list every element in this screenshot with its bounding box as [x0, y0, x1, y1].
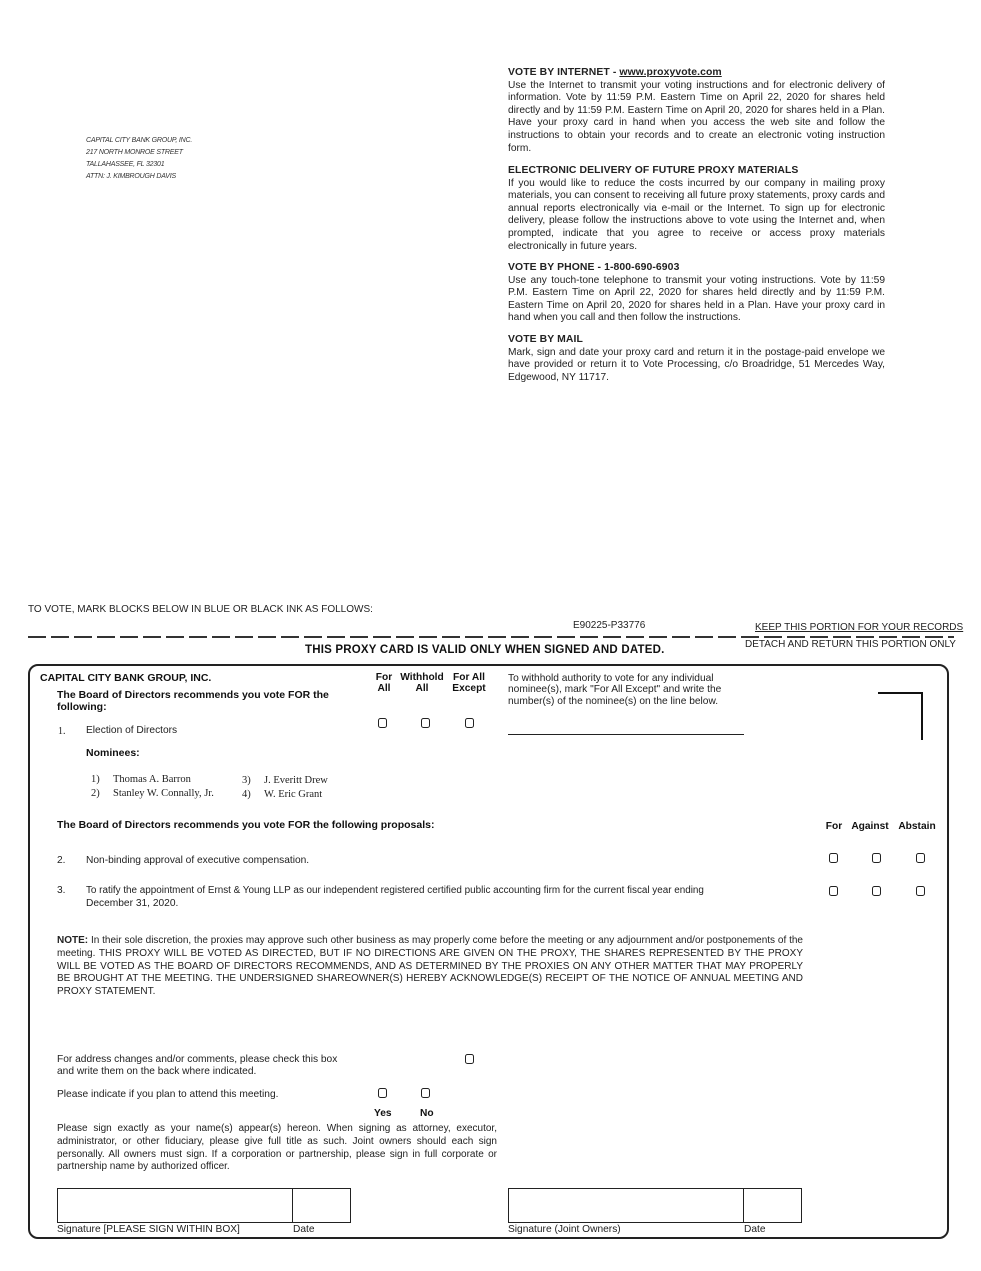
withhold-line: nominee(s), mark "For All Except" and write the: [508, 684, 722, 696]
item-2-for-checkbox[interactable]: [829, 853, 838, 863]
registration-mark: [878, 692, 923, 740]
date-label: Date: [293, 1224, 315, 1235]
item-3-for-checkbox[interactable]: [829, 886, 838, 896]
control-number: E90225-P33776: [573, 620, 646, 631]
vote-by-internet: [508, 67, 885, 155]
column-for-all: [372, 672, 396, 694]
column-label: For All: [453, 672, 485, 683]
address-change-line: For address changes and/or comments, please check this box: [57, 1054, 338, 1065]
keep-portion-text: KEEP THIS PORTION FOR YOUR RECORDS: [755, 622, 964, 633]
column-label: All: [377, 683, 391, 694]
nominee-3-number: 3): [242, 775, 251, 786]
vote-by-phone: [508, 262, 885, 325]
electronic-delivery-title: ELECTRONIC DELIVERY OF FUTURE PROXY MATERIALS: [508, 165, 799, 176]
detach-return-text: DETACH AND RETURN THIS PORTION ONLY: [745, 639, 956, 650]
vote-by-internet-title: [508, 67, 885, 80]
withhold-instructions: [508, 673, 721, 707]
column-for: For: [825, 821, 843, 832]
board-recommendation-line: The Board of Directors recommends you vote FOR the: [57, 689, 329, 701]
signature-box[interactable]: [57, 1188, 351, 1223]
withhold-all-checkbox[interactable]: [421, 718, 430, 728]
item-1-label: Election of Directors: [86, 725, 178, 736]
nominee-2-number: 2): [91, 788, 100, 799]
column-label: For: [375, 672, 393, 683]
signature-label: Signature [PLEASE SIGN WITHIN BOX]: [57, 1224, 240, 1235]
item-2-label: Non-binding approval of executive compensation.: [86, 855, 310, 866]
withhold-line: number(s) of the nominee(s) on the line below.: [508, 695, 719, 707]
nominees-heading: Nominees:: [86, 747, 140, 759]
vote-by-mail-body: Mark, sign and date your proxy card and return it in the postage-paid envelope we have provided or return it to Vote Processing, c/o Broadridge, 51 Mercedes Way, Edgewood, NY 11717.: [508, 346, 885, 383]
signature-date-divider: [292, 1188, 293, 1223]
item-2-against-checkbox[interactable]: [872, 853, 881, 863]
detach-line: [28, 636, 954, 638]
address-line: CAPITAL CITY BANK GROUP, INC.: [86, 137, 193, 144]
attend-meeting-text: Please indicate if you plan to attend this meeting.: [57, 1089, 279, 1100]
column-for-all-except: [449, 672, 489, 694]
item-3-number: 3.: [57, 885, 66, 896]
column-against: Against: [851, 821, 889, 832]
attend-yes-checkbox[interactable]: [378, 1088, 387, 1098]
company-name: CAPITAL CITY BANK GROUP, INC.: [40, 672, 212, 684]
address-line: ATTN: J. KIMBROUGH DAVIS: [86, 173, 176, 180]
yes-label: Yes: [374, 1108, 392, 1119]
joint-signature-label: Signature (Joint Owners): [508, 1224, 621, 1235]
nominee-1-number: 1): [91, 774, 100, 785]
item-3-line: To ratify the appointment of Ernst & Young LLP as our independent registered certified public accounting firm for the current fiscal year ending: [86, 885, 704, 896]
item-3-abstain-checkbox[interactable]: [916, 886, 925, 896]
mark-instructions: TO VOTE, MARK BLOCKS BELOW IN BLUE OR BLACK INK AS FOLLOWS:: [28, 604, 373, 615]
column-withhold-all: [397, 672, 447, 694]
attend-no-checkbox[interactable]: [421, 1088, 430, 1098]
note-paragraph: [57, 935, 803, 999]
joint-signature-box[interactable]: [508, 1188, 802, 1223]
note-body: In their sole discretion, the proxies may approve such other business as may properly come before the meeting or any adjournment and/or postponements of the meeting. THIS PROXY WILL BE VOTED AS DIRECTED, BUT IF NO DIRECTIONS ARE GIVEN ON THE PROXY, THE SHARES REPRESENTED BY THE PROXY WILL BE VOTED AS THE BOARD OF DIRECTORS RECOMMENDS, AND AS DETERMINED BY THE PROXIES ON ANY OTHER MATTER THAT MAY PROPERLY BE BROUGHT AT THE MEETING. THE UNDERSIGNED SHAREOWNER(S) HEREBY ACKNOWLEDGE(S) RECEIPT OF THE NOTICE OF ANNUAL MEETING AND PROXY STATEMENT.: [57, 935, 803, 998]
nominee-4-number: 4): [242, 789, 251, 800]
address-line: TALLAHASSEE, FL 32301: [86, 161, 165, 168]
withhold-line: To withhold authority to vote for any individual: [508, 673, 714, 684]
address-line: 217 NORTH MONROE STREET: [86, 149, 183, 156]
column-label: Except: [452, 683, 486, 694]
item-2-number: 2.: [57, 855, 66, 866]
address-change-line: and write them on the back where indicated.: [57, 1066, 257, 1078]
nominee-3-name: J. Everitt Drew: [264, 775, 328, 786]
vote-by-mail: [508, 334, 885, 384]
internet-title-text: VOTE BY INTERNET -: [508, 67, 620, 78]
no-label: No: [420, 1108, 434, 1119]
item-3-label: [86, 885, 704, 910]
return-address: [86, 135, 192, 183]
item-1-number: 1.: [58, 726, 66, 737]
column-label: All: [415, 683, 429, 694]
nominee-number-line[interactable]: [508, 734, 744, 735]
board-recommendation-line: following:: [57, 701, 107, 713]
item-2-abstain-checkbox[interactable]: [916, 853, 925, 863]
sign-instructions: Please sign exactly as your name(s) appear(s) hereon. When signing as attorney, executor, administrator, or other fiduciary, please give full title as such. Joint owners should each sign personally. All owners must sign. If a corporation or partnership, please sign in full corporate or partnership name by authorized officer.: [57, 1123, 497, 1173]
electronic-delivery: [508, 165, 885, 253]
nominee-2-name: Stanley W. Connally, Jr.: [113, 788, 214, 799]
for-all-checkbox[interactable]: [378, 718, 387, 728]
column-label: Withhold: [400, 672, 444, 683]
vote-by-phone-title: VOTE BY PHONE - 1-800-690-6903: [508, 262, 680, 273]
nominee-4-name: W. Eric Grant: [264, 789, 323, 800]
note-label: NOTE:: [57, 935, 89, 946]
joint-signature-date-divider: [743, 1188, 744, 1223]
nominee-1-name: Thomas A. Barron: [113, 774, 191, 785]
board-recommendation: [57, 689, 329, 713]
joint-date-label: Date: [744, 1224, 766, 1235]
column-abstain: Abstain: [898, 821, 936, 832]
address-change-checkbox[interactable]: [465, 1054, 474, 1064]
valid-proxy-notice: THIS PROXY CARD IS VALID ONLY WHEN SIGNED AND DATED.: [305, 644, 665, 656]
vote-by-mail-title: VOTE BY MAIL: [508, 334, 583, 345]
proposals-heading: The Board of Directors recommends you vote FOR the following proposals:: [57, 819, 435, 831]
vote-by-internet-body: Use the Internet to transmit your voting instructions and for electronic delivery of information. Vote by 11:59 P.M. Eastern Time on April 22, 2020 for shares held directly and by 11:59 P.M. Eastern Time on April 20, 2020 for shares held in a Plan. Have your proxy card in hand when you access the web site and follow the instructions to obtain your records and to create an electronic voting instruction form.: [508, 79, 885, 154]
electronic-delivery-body: If you would like to reduce the costs incurred by our company in mailing proxy materials, you can consent to receiving all future proxy statements, proxy cards and annual reports electronically via e-mail or the Internet. To sign up for electronic delivery, please follow the instructions above to vote using the Internet and, when prompted, indicate that you agree to receive or access proxy materials electronically in future years.: [508, 177, 885, 252]
address-change-text: [57, 1054, 337, 1079]
item-3-against-checkbox[interactable]: [872, 886, 881, 896]
vote-by-phone-body: Use any touch-tone telephone to transmit your voting instructions. Vote by 11:59 P.M. Eastern Time on April 22, 2020 for shares held directly and by 11:59 P.M. Eastern Time on April 20, 2020 for shares held in a Plan. Have your proxy card in hand when you call and then follow the instructions.: [508, 274, 885, 324]
proxyvote-link[interactable]: www.proxyvote.com: [619, 67, 722, 78]
item-3-line: December 31, 2020.: [86, 897, 179, 909]
for-all-except-checkbox[interactable]: [465, 718, 474, 728]
